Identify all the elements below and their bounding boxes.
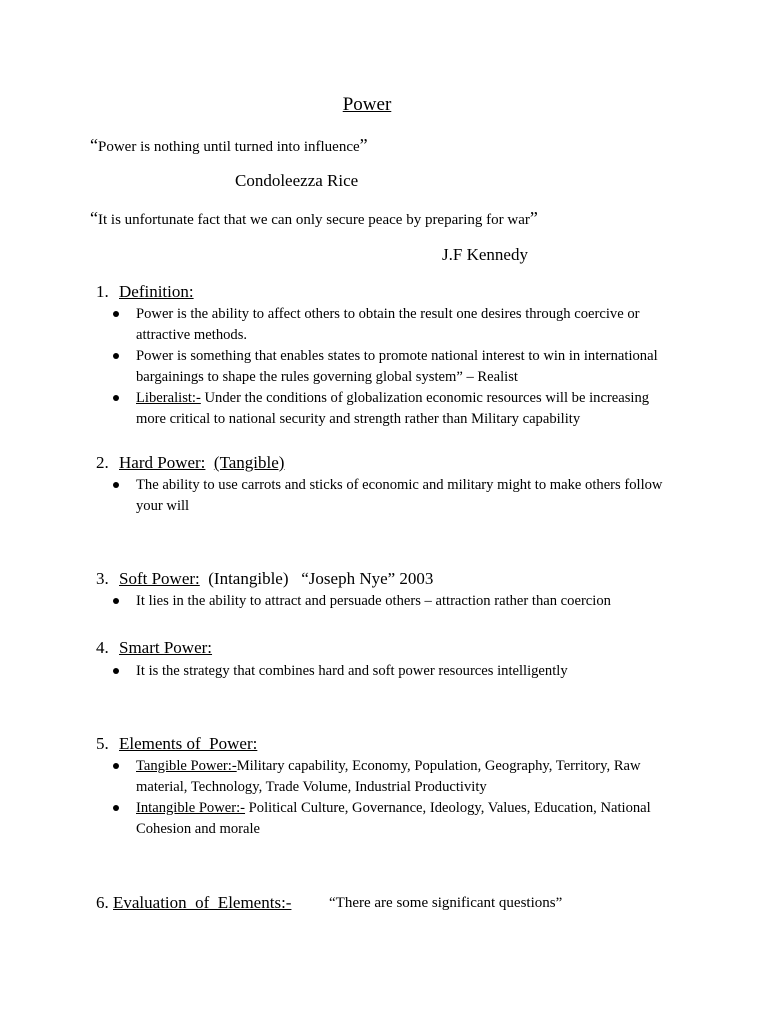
bullet-text: Military capability, Economy, Population, Geography, Territory, Raw material, Technology, Trade Volume, Industrial Productivity [136,758,641,795]
section-title: Smart Power: [119,638,213,657]
list-item [136,388,681,430]
list-item [136,661,681,682]
quote-1 [90,135,368,156]
section-2-bullets [136,475,681,517]
close-quote-mark: ” [529,208,538,228]
list-item [136,798,681,840]
section-subtitle: (Intangible) “Joseph Nye” 2003 [208,569,434,588]
section-number: 5. [96,734,109,753]
section-title: Elements of Power: [119,734,258,753]
bullet-lead: Intangible Power:- [136,800,246,816]
list-item [136,756,681,798]
bullet-text: It lies in the ability to attract and persuade others – attraction rather than coercion [136,593,611,609]
bullet-lead: Liberalist:- [136,390,201,406]
section-number: 3. [96,569,109,588]
section-title: Evaluation of Elements:- [113,893,292,912]
section-number: 1. [96,282,109,301]
page-title: Power [342,94,392,115]
quote-2-author: J.F Kennedy [442,245,528,264]
section-number: 6. [96,893,109,912]
section-5-heading [96,734,257,754]
section-number: 2. [96,453,109,472]
list-item [136,346,681,388]
section-4-heading [96,638,212,658]
section-3-heading [96,569,433,589]
bullet-text: Political Culture, Governance, Ideology, Values, Education, National Cohesion and morale [136,800,651,837]
bullet-text: Power is the ability to affect others to obtain the result one desires through coercive or attractive methods. [136,306,640,343]
quote-1-author: Condoleezza Rice [235,171,359,190]
open-quote-mark: “ [90,135,98,155]
list-item [136,591,681,612]
section-title: Definition: [119,282,194,301]
section-subtitle: (Tangible) [213,453,285,472]
list-item [136,304,681,346]
quote-2 [90,208,538,229]
bullet-text: It is the strategy that combines hard and soft power resources intelligently [136,663,568,679]
list-item [136,475,681,517]
section-5-bullets [136,756,681,840]
section-6-subtitle: “There are some significant questions” [329,895,563,911]
section-title: Soft Power: [119,569,200,588]
bullet-text: Under the conditions of globalization economic resources will be increasing more critical to national security and strength rather than Military capability [136,390,650,427]
section-number: 4. [96,638,109,657]
section-2-heading [96,453,284,473]
quote-2-text: It is unfortunate fact that we can only secure peace by preparing for war [98,212,530,228]
quote-1-text: Power is nothing until turned into influence [98,139,360,155]
close-quote-mark: ” [359,135,368,155]
section-3-bullets [136,591,681,612]
section-title: Hard Power: [119,453,206,472]
section-6-heading [96,893,291,913]
open-quote-mark: “ [90,208,98,228]
section-1-bullets [136,304,681,430]
bullet-lead: Tangible Power:- [136,758,237,774]
bullet-text: The ability to use carrots and sticks of economic and military might to make others follow your will [136,477,663,514]
section-4-bullets [136,661,681,682]
bullet-text: Power is something that enables states to promote national interest to win in international bargainings to shape the rules governing global system” – Realist [136,348,658,385]
section-1-heading [96,282,194,302]
